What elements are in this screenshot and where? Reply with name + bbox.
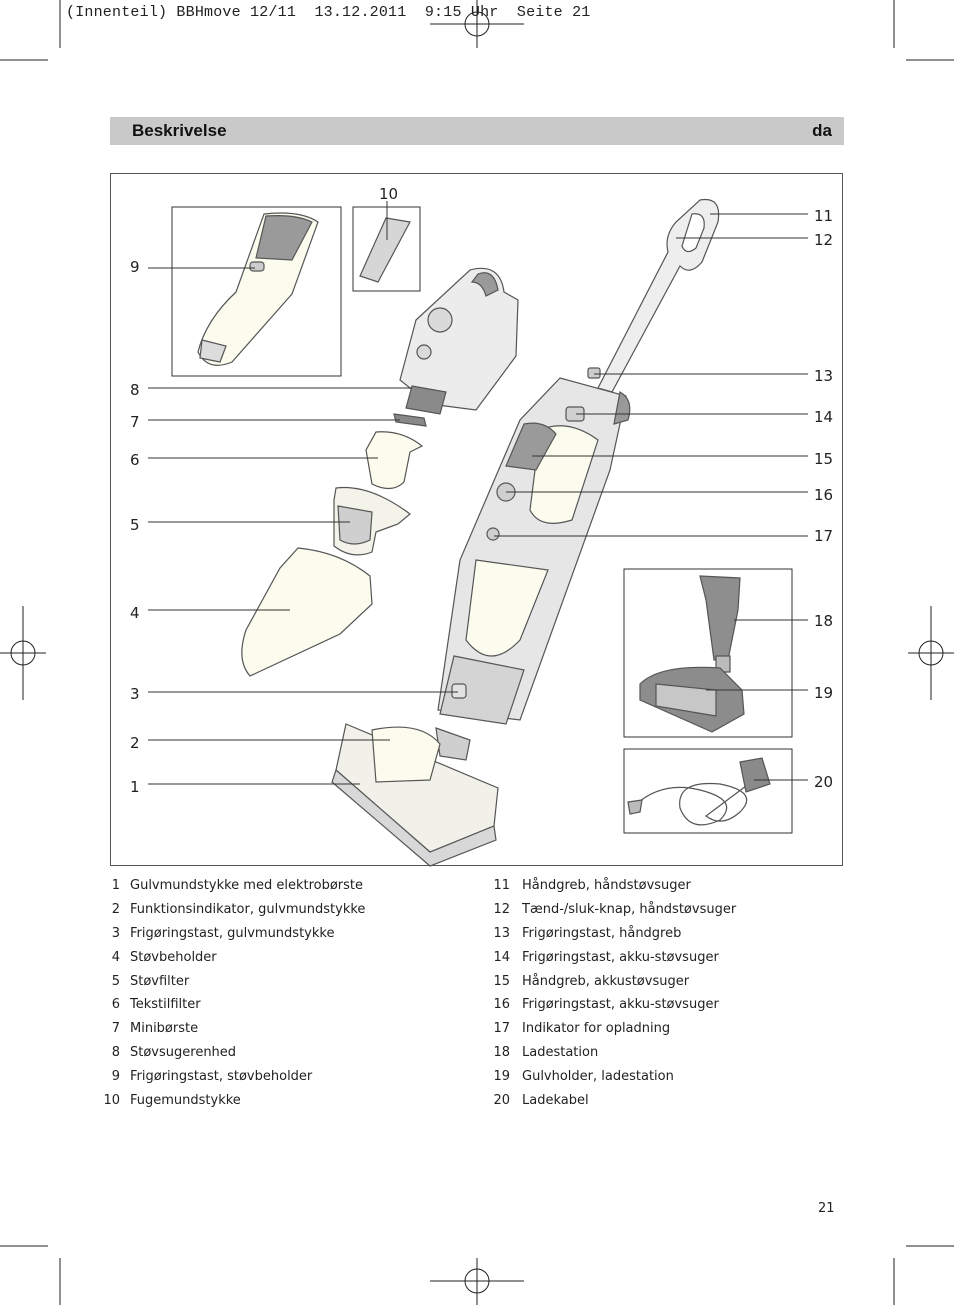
legend-item	[100, 926, 400, 950]
legend-item	[100, 1093, 400, 1117]
legend-number: 14	[493, 949, 510, 965]
legend-number: 9	[111, 1069, 120, 1085]
legend-item	[100, 997, 400, 1021]
legend-item	[100, 878, 400, 902]
legend-number: 13	[493, 925, 510, 941]
legend-text: Tekstilfilter	[130, 997, 201, 1013]
legend-item	[100, 950, 400, 974]
legend-right	[482, 878, 802, 1117]
legend-number: 10	[103, 1093, 120, 1109]
legend-text: Frigøringstast, akku-støvsuger	[522, 949, 719, 965]
callout-9: 9	[130, 258, 140, 276]
figure-frame	[110, 173, 843, 866]
callout-14: 14	[814, 408, 834, 426]
callout-20: 20	[814, 773, 834, 791]
legend-number: 7	[111, 1021, 120, 1037]
legend-text: Frigøringstast, akku-støvsuger	[522, 997, 719, 1013]
legend-number: 3	[111, 925, 120, 941]
legend-item	[482, 950, 802, 974]
legend-item	[482, 902, 802, 926]
print-header: (Innenteil) BBHmove 12/11 13.12.2011 9:15 Uhr Seite 21	[66, 4, 591, 21]
legend-item	[482, 974, 802, 998]
legend-number: 19	[493, 1069, 510, 1085]
callout-6: 6	[130, 451, 140, 469]
legend-text: Støvsugerenhed	[130, 1045, 237, 1061]
legend-number: 16	[493, 997, 510, 1013]
legend-text: Ladestation	[522, 1045, 599, 1061]
legend-item	[482, 1093, 802, 1117]
section-header-band	[110, 117, 844, 145]
legend-text: Indikator for opladning	[522, 1021, 671, 1037]
legend-item	[482, 1045, 802, 1069]
legend-number: 20	[493, 1093, 510, 1109]
callout-19: 19	[814, 684, 834, 702]
legend-text: Gulvholder, ladestation	[522, 1069, 674, 1085]
legend-text: Støvbeholder	[130, 949, 217, 965]
legend-number: 8	[111, 1045, 120, 1061]
legend-text: Håndgreb, håndstøvsuger	[522, 878, 691, 893]
legend-number: 6	[111, 997, 120, 1013]
legend-text: Frigøringstast, gulvmundstykke	[130, 925, 335, 941]
legend-number: 4	[111, 949, 120, 965]
legend-item	[100, 902, 400, 926]
legend-number: 2	[111, 901, 120, 917]
callout-1: 1	[130, 778, 140, 796]
legend-item	[482, 1069, 802, 1093]
callout-18: 18	[814, 612, 834, 630]
legend-item	[100, 974, 400, 998]
callout-7: 7	[130, 413, 140, 431]
callout-4: 4	[130, 604, 140, 622]
legend-item	[100, 1069, 400, 1093]
legend-text: Gulvmundstykke med elektrobørste	[130, 878, 364, 893]
language-code: da	[812, 121, 832, 140]
callout-13: 13	[814, 367, 834, 385]
legend-text: Minibørste	[130, 1021, 199, 1037]
legend-text: Frigøringstast, håndgreb	[522, 925, 682, 941]
legend-text: Fugemundstykke	[130, 1093, 241, 1109]
section-title: Beskrivelse	[132, 121, 227, 140]
legend-number: 15	[493, 973, 510, 989]
legend-item	[482, 878, 802, 902]
legend-item	[482, 926, 802, 950]
page-number: 21	[818, 1201, 835, 1216]
legend-number: 5	[111, 973, 120, 989]
legend-item	[482, 997, 802, 1021]
callout-5: 5	[130, 516, 140, 534]
callout-17: 17	[814, 527, 834, 545]
legend-number: 12	[493, 901, 510, 917]
legend-text: Funktionsindikator, gulvmundstykke	[130, 901, 366, 917]
legend-number: 18	[493, 1045, 510, 1061]
legend-text: Tænd-/sluk-knap, håndstøvsuger	[522, 901, 737, 917]
legend-item	[100, 1045, 400, 1069]
callout-12: 12	[814, 231, 834, 249]
legend-text: Støvfilter	[130, 973, 190, 989]
callout-8: 8	[130, 381, 140, 399]
callout-3: 3	[130, 685, 140, 703]
legend-text: Ladekabel	[522, 1093, 589, 1109]
callout-15: 15	[814, 450, 834, 468]
legend-item	[482, 1021, 802, 1045]
callout-2: 2	[130, 734, 140, 752]
legend-number: 17	[493, 1021, 510, 1037]
callout-11: 11	[814, 207, 834, 225]
legend-number: 1	[111, 878, 120, 893]
legend-item	[100, 1021, 400, 1045]
callout-16: 16	[814, 486, 834, 504]
legend-left	[100, 878, 400, 1117]
legend-text: Frigøringstast, støvbeholder	[130, 1069, 313, 1085]
callout-10: 10	[379, 185, 399, 203]
legend-text: Håndgreb, akkustøvsuger	[522, 973, 690, 989]
legend-number: 11	[493, 878, 510, 893]
